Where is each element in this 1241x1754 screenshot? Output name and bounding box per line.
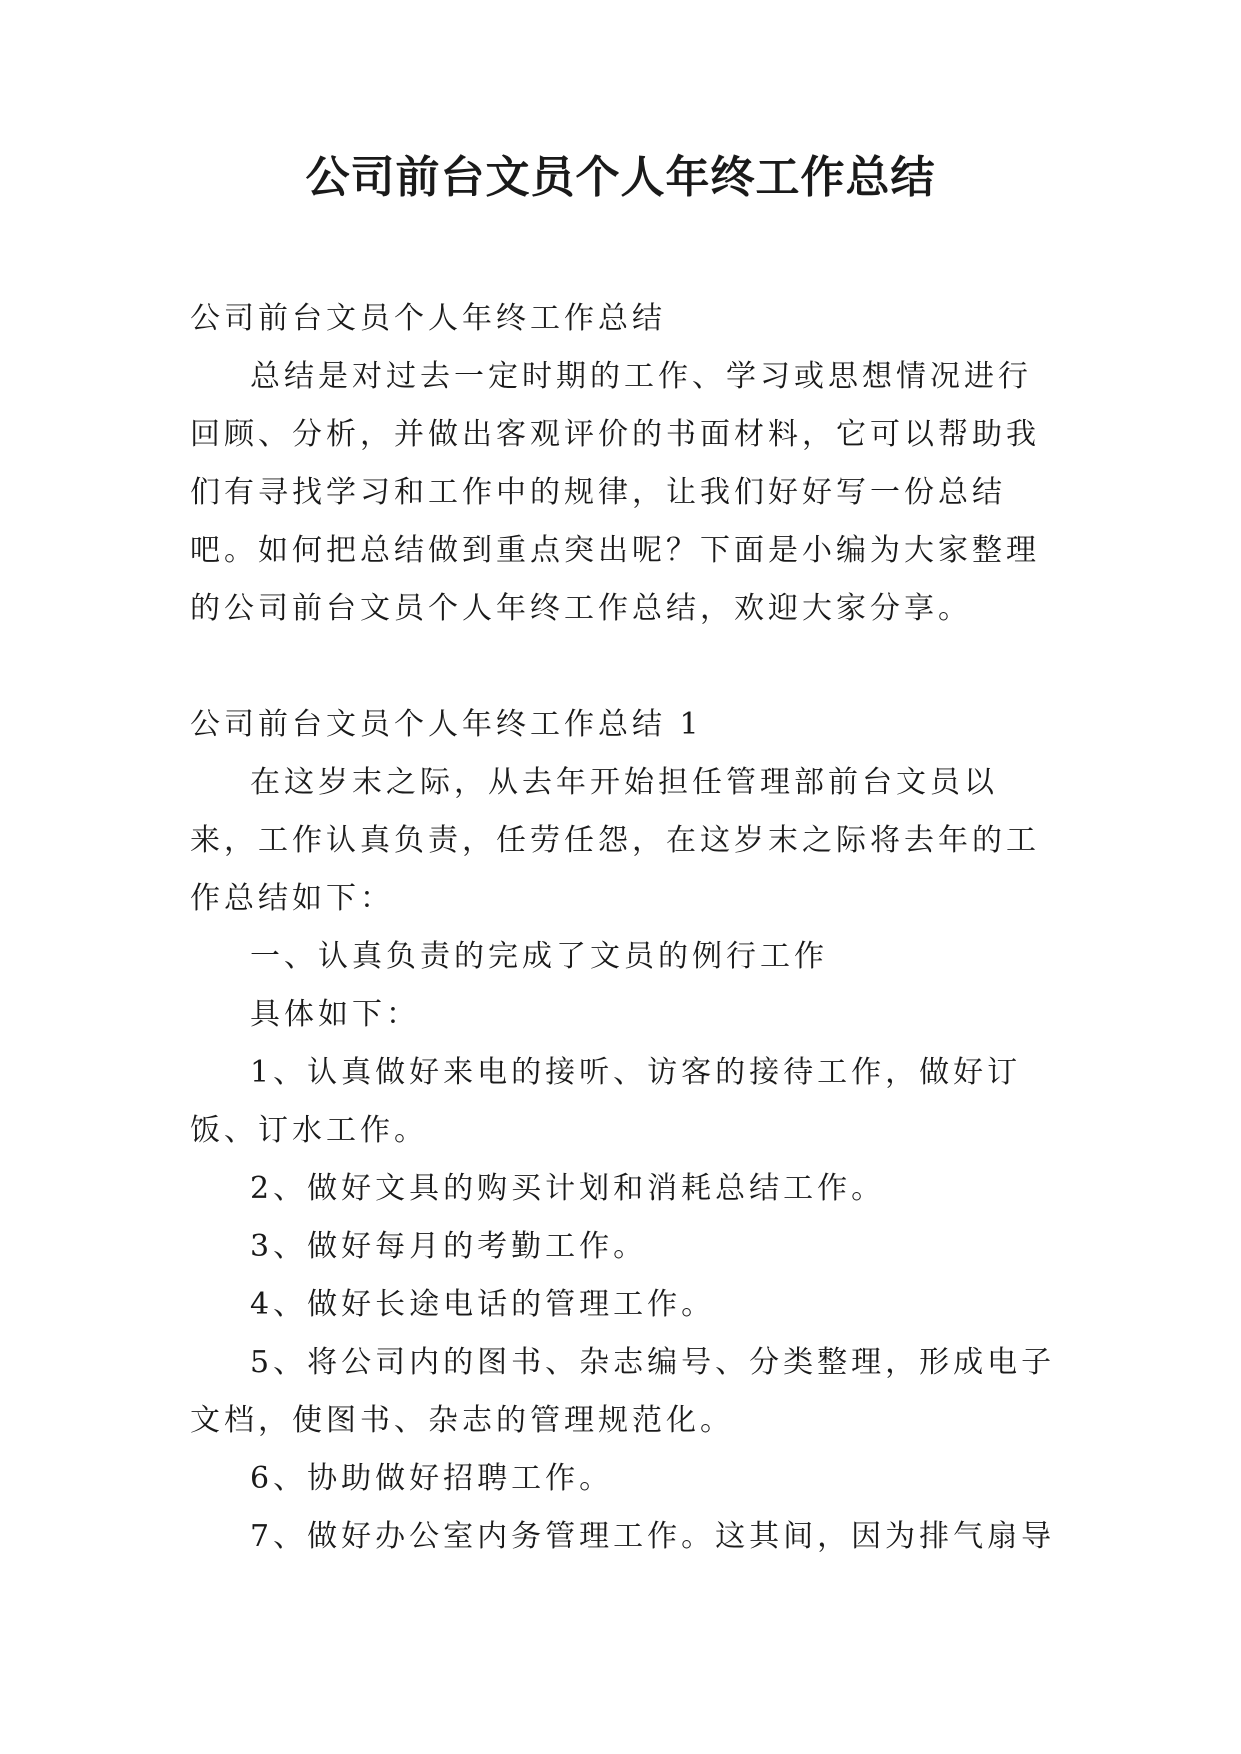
list-item: 6、协助做好招聘工作。 — [250, 1461, 614, 1496]
section-heading: 公司前台文员个人年终工作总结 — [190, 301, 666, 336]
document-title: 公司前台文员个人年终工作总结 — [305, 152, 936, 203]
body-paragraph: 具体如下： — [250, 997, 420, 1032]
list-item: 3、做好每月的考勤工作。 — [250, 1229, 648, 1264]
body-paragraph: 在这岁末之际，从去年开始担任管理部前台文员以来，工作认真负责，任劳任怨，在这岁末之际将去年的工作总结如下： — [190, 765, 1040, 916]
list-item: 7、做好办公室内务管理工作。这其间，因为排气扇导 — [250, 1519, 1056, 1554]
list-item: 2、做好文具的购买计划和消耗总结工作。 — [250, 1171, 886, 1206]
list-item: 1、认真做好来电的接听、访客的接待工作，做好订饭、订水工作。 — [190, 1055, 1022, 1148]
list-item: 4、做好长途电话的管理工作。 — [250, 1287, 716, 1322]
list-item: 5、将公司内的图书、杂志编号、分类整理，形成电子文档，使图书、杂志的管理规范化。 — [190, 1345, 1056, 1438]
section-heading: 公司前台文员个人年终工作总结 1 — [190, 707, 703, 742]
subheading: 一、认真负责的完成了文员的例行工作 — [250, 939, 828, 974]
intro-paragraph: 总结是对过去一定时期的工作、学习或思想情况进行回顾、分析，并做出客观评价的书面材料，它可以帮助我们有寻找学习和工作中的规律，让我们好好写一份总结吧。如何把总结做到重点突出呢？下面是小编为大家整理的公司前台文员个人年终工作总结，欢迎大家分享。 — [190, 359, 1040, 626]
document-body — [190, 290, 1060, 1566]
